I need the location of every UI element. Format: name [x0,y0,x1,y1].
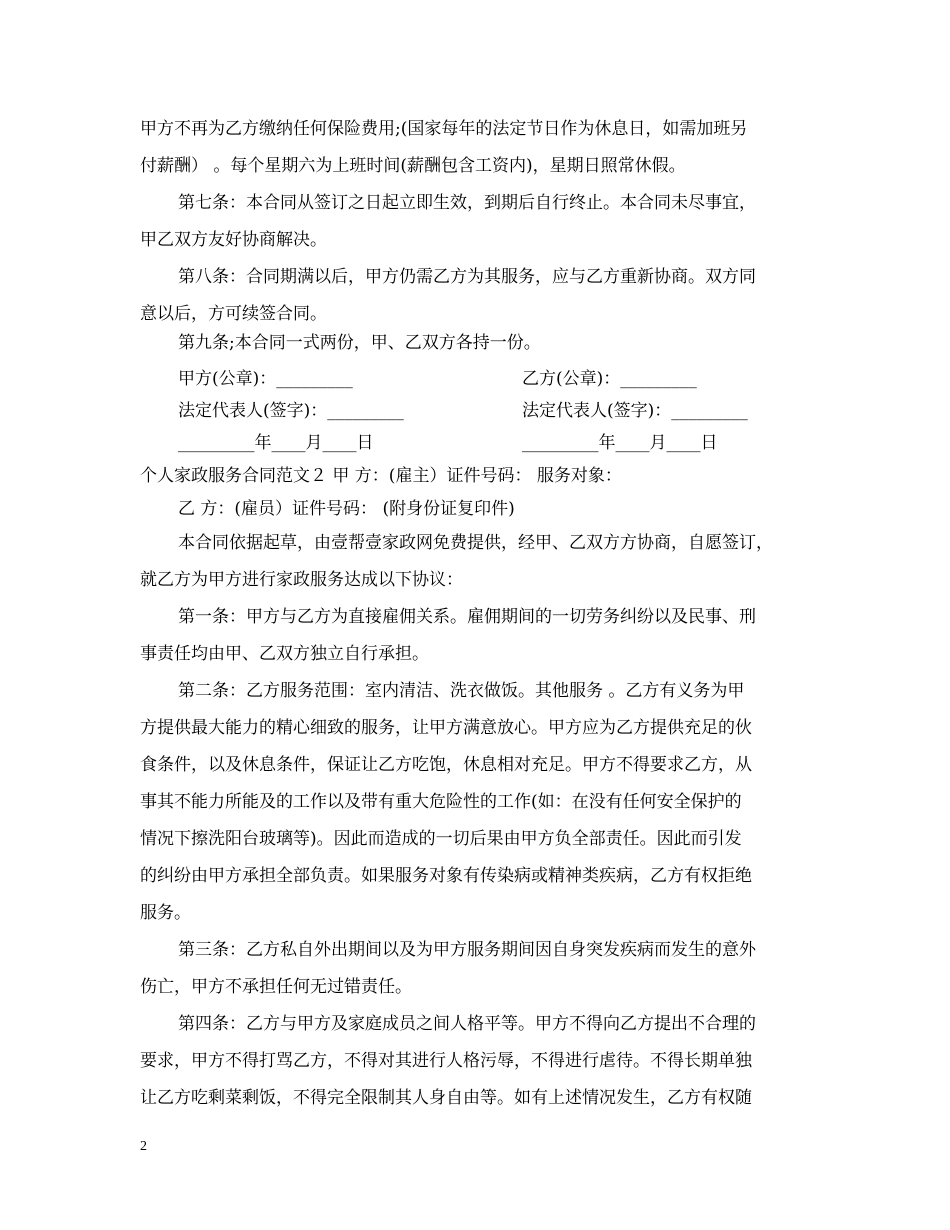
text-line: 服务。 [140,903,191,923]
text-line: 第二条：乙方服务范围：室内清洁、洗衣做饭。其他服务 。乙方有义务为甲 [178,681,745,701]
text-line: 方提供最大能力的精心细致的服务，让甲方满意放心。甲方应为乙方提供充足的伙 [140,718,752,738]
text-line: 第八条：合同期满以后，甲方仍需乙方为其服务，应与乙方重新协商。双方同 [178,267,756,287]
text-line: 意以后，方可续签合同。 [140,304,327,324]
text-line: 第一条：甲方与乙方为直接雇佣关系。雇佣期间的一切劳务纠纷以及民事、刑 [178,607,756,627]
text-line: 乙 方：(雇员）证件号码： (附身份证复印件) [178,499,515,519]
party-a-date: _________年____月____日 [178,433,374,453]
text-line: 事其不能力所能及的工作以及带有重大危险性的工作(如：在没有任何安全保护的 [140,792,742,812]
text-line: 第七条：本合同从签订之日起立即生效，到期后自行终止。本合同未尽事宜， [178,193,756,213]
text-line: 食条件，以及休息条件，保证让乙方吃饱，休息相对充足。甲方不得要求乙方，从 [140,755,752,775]
text-line: 的纠纷由甲方承担全部负责。如果服务对象有传染病或精神类疾病，乙方有权拒绝 [140,866,752,886]
text-line: 伤亡，甲方不承担任何无过错责任。 [140,977,412,997]
page-number: 2 [140,1139,147,1154]
section-heading: 个人家政服务合同范文２ 甲 方：(雇主）证件号码： 服务对象： [140,466,622,486]
party-b-seal: 乙方(公章)：_________ [522,369,697,389]
text-line: 本合同依据起草，由壹帮壹家政网免费提供，经甲、乙双方方协商，自愿签订， [178,533,773,553]
party-a-representative: 法定代表人(签字)：_________ [178,401,404,421]
text-line: 就乙方为甲方进行家政服务达成以下协议： [140,570,463,590]
text-line: 要求，甲方不得打骂乙方，不得对其进行人格污辱，不得进行虐待。不得长期单独 [140,1051,752,1071]
text-line: 甲方不再为乙方缴纳任何保险费用;(国家每年的法定节日作为休息日，如需加班另 [140,119,748,139]
party-a-seal: 甲方(公章)：_________ [178,369,353,389]
text-line: 第九条;本合同一式两份，甲、乙双方各持一份。 [178,333,541,353]
party-b-representative: 法定代表人(签字)：_________ [522,401,748,421]
text-line: 让乙方吃剩菜剩饭，不得完全限制其人身自由等。如有上述情况发生，乙方有权随 [140,1088,752,1108]
text-line: 第三条：乙方私自外出期间以及为甲方服务期间因自身突发疾病而发生的意外 [178,940,756,960]
text-line: 情况下擦洗阳台玻璃等)。因此而造成的一切后果由甲方负全部责任。因此而引发 [140,829,742,849]
text-line: 事责任均由甲、乙双方独立自行承担。 [140,644,429,664]
text-line: 甲乙双方友好协商解决。 [140,230,327,250]
text-line: 第四条：乙方与甲方及家庭成员之间人格平等。甲方不得向乙方提出不合理的 [178,1014,756,1034]
party-b-date: _________年____月____日 [522,433,718,453]
text-line: 付薪酬） 。每个星期六为上班时间(薪酬包含工资内)，星期日照常休假。 [140,156,686,176]
